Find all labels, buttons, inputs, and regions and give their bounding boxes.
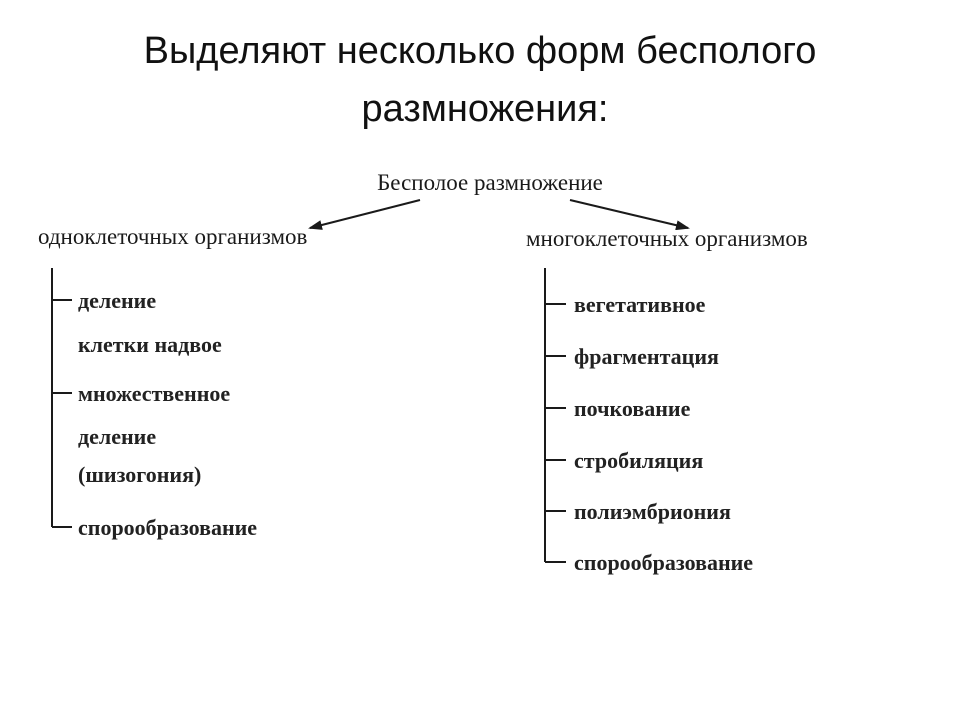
left-item-2-line-2: деление: [78, 424, 157, 449]
left-item-2-line-3: (шизогония): [78, 462, 202, 487]
right-item-6: спорообразование: [574, 550, 754, 575]
title-line-1: Выделяют несколько форм бесполого: [143, 30, 817, 72]
left-branch-label: одноклеточных организмов: [38, 224, 308, 249]
left-item-3-line-1: спорообразование: [78, 515, 258, 540]
arrow-to-left-branch: [310, 200, 420, 228]
diagram-root-label: Бесполое размножение: [377, 170, 603, 195]
right-item-2: фрагментация: [574, 344, 719, 369]
left-item-1-line-2: клетки надвое: [78, 332, 222, 357]
left-item-1-line-1: деление: [78, 288, 157, 313]
title-line-2: размножения:: [361, 88, 609, 130]
right-item-5: полиэмбриония: [574, 499, 731, 524]
right-item-4: стробиляция: [574, 448, 704, 473]
left-item-2-line-1: множественное: [78, 381, 231, 406]
right-item-1: вегетативное: [574, 292, 706, 317]
arrow-to-right-branch: [570, 200, 688, 228]
right-branch-label: многоклеточных организмов: [526, 226, 808, 251]
right-item-3: почкование: [574, 396, 691, 421]
